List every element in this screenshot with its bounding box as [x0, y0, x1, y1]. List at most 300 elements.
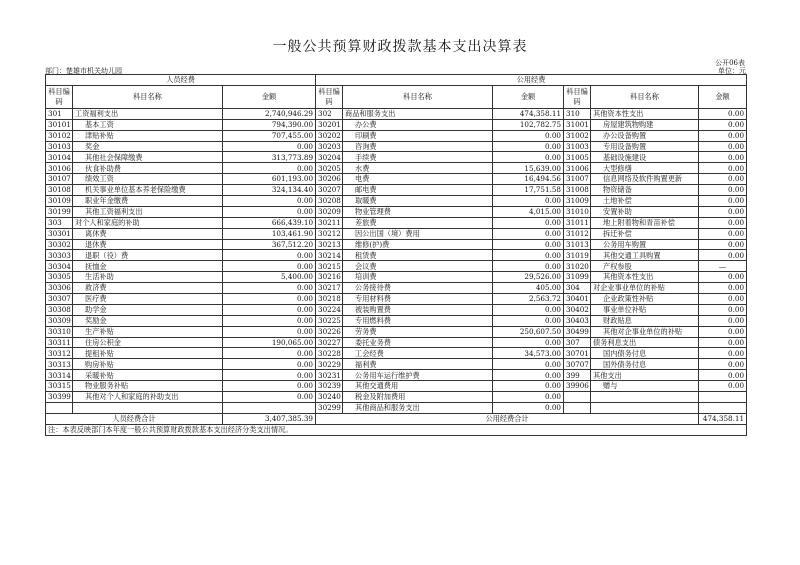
cell-amount: 102,782.75 [493, 119, 564, 130]
table-note: 注：本表反映部门本年度一般公共预算财政拨款基本支出经济分类支出情况。 [46, 424, 747, 435]
cell-amount: 0.00 [699, 152, 747, 163]
table-row [46, 304, 747, 315]
cell-name [591, 392, 699, 403]
personnel-total-label: 人员经费合计 [46, 413, 223, 424]
cell-amount: 0.00 [699, 304, 747, 315]
cell-code: 30303 [46, 250, 73, 261]
public-total-amount: 474,358.11 [699, 413, 747, 424]
cell-code: 30707 [564, 359, 591, 370]
cell-code: 30208 [316, 196, 343, 207]
cell-name: 购房补贴 [73, 359, 223, 370]
cell-code: 30202 [316, 130, 343, 141]
cell-name: 物业管理费 [343, 206, 493, 217]
cell-amount: 313,773.89 [223, 152, 316, 163]
table-row [46, 402, 747, 413]
cell-name: 税金及附加费用 [343, 392, 493, 403]
table-row [46, 261, 747, 272]
cell-name: 大型修缮 [591, 163, 699, 174]
cell-name: 伙食补助费 [73, 163, 223, 174]
cell-name: 公务用车购置 [591, 239, 699, 250]
table-row [46, 315, 747, 326]
table-row [46, 152, 747, 163]
cell-name: 赠与 [591, 381, 699, 392]
cell-name: 差旅费 [343, 217, 493, 228]
cell-name: 机关事业单位基本养老保险缴费 [73, 185, 223, 196]
cell-code: 30701 [564, 348, 591, 359]
cell-code: 30307 [46, 294, 73, 305]
cell-code: 30224 [316, 304, 343, 315]
cell-code: 301 [46, 108, 73, 119]
col-amount-header: 金额 [493, 85, 564, 108]
table-row [46, 239, 747, 250]
col-name-header: 科目名称 [343, 85, 493, 108]
totals-row [46, 413, 747, 424]
cell-name: 基本工资 [73, 119, 223, 130]
cell-code: 30402 [564, 304, 591, 315]
cell-code: 30313 [46, 359, 73, 370]
cell-amount: 0.00 [223, 163, 316, 174]
cell-code: 30314 [46, 370, 73, 381]
cell-amount: 0.00 [223, 196, 316, 207]
table-row [46, 337, 747, 348]
cell-amount: 474,358.11 [493, 108, 564, 119]
cell-amount: 666,439.10 [223, 217, 316, 228]
cell-amount: 601,193.00 [223, 174, 316, 185]
cell-amount: 0.00 [699, 326, 747, 337]
cell-amount: 0.00 [493, 337, 564, 348]
cell-code: 30227 [316, 337, 343, 348]
cell-amount: 0.00 [493, 228, 564, 239]
col-code-header: 科目编码 [564, 85, 591, 108]
cell-code: 30226 [316, 326, 343, 337]
cell-amount: 0.00 [699, 217, 747, 228]
cell-code: 31008 [564, 185, 591, 196]
cell-name: 地上附着物和青苗补偿 [591, 217, 699, 228]
col-code-header: 科目编码 [46, 85, 73, 108]
cell-code: 31007 [564, 174, 591, 185]
cell-name: 生产补贴 [73, 326, 223, 337]
cell-amount: 15,639.00 [493, 163, 564, 174]
cell-code: 31012 [564, 228, 591, 239]
cell-amount: 5,400.00 [223, 272, 316, 283]
cell-code: 30311 [46, 337, 73, 348]
cell-code: 30215 [316, 261, 343, 272]
cell-name: 津贴补贴 [73, 130, 223, 141]
cell-amount: 367,512.20 [223, 239, 316, 250]
table-row [46, 108, 747, 119]
cell-name: 拆迁补偿 [591, 228, 699, 239]
cell-code [46, 402, 73, 413]
cell-code: 30299 [316, 402, 343, 413]
cell-amount: 0.00 [223, 206, 316, 217]
cell-amount: 0.00 [699, 239, 747, 250]
cell-code: 30231 [316, 370, 343, 381]
cell-code: 30216 [316, 272, 343, 283]
cell-amount: 0.00 [493, 402, 564, 413]
cell-code: 30109 [46, 196, 73, 207]
cell-name: 提租补贴 [73, 348, 223, 359]
cell-name: 对个人和家庭的补助 [73, 217, 223, 228]
table-row [46, 163, 747, 174]
cell-name: 企业政策性补贴 [591, 294, 699, 305]
cell-code: 31011 [564, 217, 591, 228]
cell-amount: 0.00 [699, 108, 747, 119]
cell-code: 30108 [46, 185, 73, 196]
cell-name: 被装购置费 [343, 304, 493, 315]
cell-amount: 0.00 [699, 315, 747, 326]
cell-amount: 4,015.00 [493, 206, 564, 217]
cell-name: 救济费 [73, 283, 223, 294]
cell-name: 其他商品和服务支出 [343, 402, 493, 413]
cell-amount: 0.00 [223, 294, 316, 305]
table-row [46, 130, 747, 141]
cell-name: 手续费 [343, 152, 493, 163]
cell-amount: 0.00 [699, 283, 747, 294]
cell-amount: 0.00 [223, 283, 316, 294]
cell-name: 咨询费 [343, 141, 493, 152]
cell-name: 奖金 [73, 141, 223, 152]
cell-name: 工会经费 [343, 348, 493, 359]
cell-code: 39906 [564, 381, 591, 392]
cell-code: 31005 [564, 152, 591, 163]
cell-amount: 0.00 [699, 250, 747, 261]
cell-amount: 0.00 [493, 359, 564, 370]
cell-amount: 17,751.58 [493, 185, 564, 196]
table-row [46, 141, 747, 152]
cell-name [73, 402, 223, 413]
cell-code: 31003 [564, 141, 591, 152]
cell-code: 30306 [46, 283, 73, 294]
cell-code: 30211 [316, 217, 343, 228]
cell-amount: 0.00 [493, 239, 564, 250]
cell-name: 因公出国（境）费用 [343, 228, 493, 239]
cell-amount: 2,740,946.29 [223, 108, 316, 119]
cell-code: 30499 [564, 326, 591, 337]
cell-code: 30207 [316, 185, 343, 196]
cell-amount: 0.00 [223, 370, 316, 381]
cell-code: 30217 [316, 283, 343, 294]
col-name-header: 科目名称 [73, 85, 223, 108]
cell-name: 采暖补贴 [73, 370, 223, 381]
cell-code: 30103 [46, 141, 73, 152]
table-row [46, 294, 747, 305]
cell-amount: 0.00 [699, 163, 747, 174]
cell-amount: 0.00 [699, 381, 747, 392]
cell-name: 会议费 [343, 261, 493, 272]
cell-code [564, 402, 591, 413]
cell-amount: 29,526.00 [493, 272, 564, 283]
cell-name: 培训费 [343, 272, 493, 283]
cell-name: 福利费 [343, 359, 493, 370]
cell-code: 30106 [46, 163, 73, 174]
cell-name: 奖励金 [73, 315, 223, 326]
cell-code: 30308 [46, 304, 73, 315]
cell-amount: 0.00 [699, 359, 747, 370]
cell-amount: 0.00 [493, 381, 564, 392]
cell-amount: 0.00 [493, 217, 564, 228]
cell-name: 印刷费 [343, 130, 493, 141]
cell-amount: 0.00 [223, 315, 316, 326]
cell-code: 30107 [46, 174, 73, 185]
table-body [46, 108, 747, 413]
cell-amount: 405.00 [493, 283, 564, 294]
cell-code: 31001 [564, 119, 591, 130]
table-row [46, 217, 747, 228]
cell-name: 其他资本性支出 [591, 108, 699, 119]
cell-code: 30213 [316, 239, 343, 250]
cell-amount [223, 402, 316, 413]
table-row [46, 348, 747, 359]
cell-code: 30225 [316, 315, 343, 326]
cell-code: 30206 [316, 174, 343, 185]
cell-amount: 0.00 [699, 337, 747, 348]
cell-code: 399 [564, 370, 591, 381]
cell-name: 国外债务付息 [591, 359, 699, 370]
cell-name: 对企业事业单位的补贴 [591, 283, 699, 294]
cell-amount: 0.00 [493, 152, 564, 163]
cell-amount: 0.00 [699, 141, 747, 152]
cell-amount: 0.00 [699, 370, 747, 381]
cell-code: 303 [46, 217, 73, 228]
table-row [46, 119, 747, 130]
expenditure-table [45, 74, 747, 436]
cell-code: 30209 [316, 206, 343, 217]
cell-code: 30218 [316, 294, 343, 305]
cell-code: 31010 [564, 206, 591, 217]
cell-name: 委托业务费 [343, 337, 493, 348]
cell-code: 310 [564, 108, 591, 119]
cell-name: 国内债务付息 [591, 348, 699, 359]
cell-amount: 794,390.00 [223, 119, 316, 130]
cell-amount: 0.00 [493, 141, 564, 152]
cell-name: 债务利息支出 [591, 337, 699, 348]
cell-amount: 0.00 [493, 392, 564, 403]
cell-amount: 707,455.00 [223, 130, 316, 141]
cell-name: 退职（役）费 [73, 250, 223, 261]
cell-amount: 2,563.72 [493, 294, 564, 305]
table-row [46, 326, 747, 337]
department-label: 部门：楚雄市机关幼儿园 [45, 67, 122, 75]
cell-name: 抚恤金 [73, 261, 223, 272]
cell-code: 31009 [564, 196, 591, 207]
cell-amount: 0.00 [699, 196, 747, 207]
cell-name: 离休费 [73, 228, 223, 239]
cell-amount: 0.00 [493, 250, 564, 261]
table-row [46, 359, 747, 370]
cell-code [564, 392, 591, 403]
table-row [46, 381, 747, 392]
cell-name: 退休费 [73, 239, 223, 250]
cell-amount: 0.00 [699, 348, 747, 359]
cell-code: 30204 [316, 152, 343, 163]
cell-name: 绩效工资 [73, 174, 223, 185]
cell-name: 其他工资福利支出 [73, 206, 223, 217]
cell-name: 专用燃料费 [343, 315, 493, 326]
cell-name: 其他交通工具购置 [591, 250, 699, 261]
cell-amount: 16,494.56 [493, 174, 564, 185]
cell-code: 30403 [564, 315, 591, 326]
cell-code: 30102 [46, 130, 73, 141]
cell-name: 公务用车运行维护费 [343, 370, 493, 381]
cell-code: 30401 [564, 294, 591, 305]
cell-code: 30239 [316, 381, 343, 392]
form-number: 公开06表 [715, 59, 745, 67]
cell-code: 30304 [46, 261, 73, 272]
col-amount-header: 金额 [699, 85, 747, 108]
col-name-header: 科目名称 [591, 85, 699, 108]
cell-amount: 0.00 [699, 130, 747, 141]
cell-code: 307 [564, 337, 591, 348]
cell-code: 30203 [316, 141, 343, 152]
cell-amount [699, 392, 747, 403]
cell-amount [699, 402, 747, 413]
table-row [46, 174, 747, 185]
report-title: 一般公共预算财政拨款基本支出决算表 [272, 39, 528, 55]
cell-amount: 0.00 [699, 228, 747, 239]
table-row [46, 272, 747, 283]
cell-code: 31006 [564, 163, 591, 174]
cell-code: 31099 [564, 272, 591, 283]
cell-amount: 0.00 [223, 326, 316, 337]
cell-amount: 0.00 [223, 381, 316, 392]
cell-name: 公务接待费 [343, 283, 493, 294]
cell-amount: — [699, 261, 747, 272]
public-total-label: 公用经费合计 [316, 413, 699, 424]
cell-amount: 0.00 [699, 294, 747, 305]
cell-name: 邮电费 [343, 185, 493, 196]
cell-amount: 0.00 [223, 359, 316, 370]
cell-code: 30228 [316, 348, 343, 359]
cell-name: 生活补助 [73, 272, 223, 283]
table-row [46, 206, 747, 217]
cell-code: 31019 [564, 250, 591, 261]
cell-amount: 0.00 [223, 392, 316, 403]
cell-amount: 0.00 [493, 370, 564, 381]
cell-name: 信息网络及软件购置更新 [591, 174, 699, 185]
cell-name: 住房公积金 [73, 337, 223, 348]
cell-name: 维修(护)费 [343, 239, 493, 250]
cell-name: 其他对企事业单位的补贴 [591, 326, 699, 337]
cell-amount: 0.00 [493, 261, 564, 272]
cell-amount: 0.00 [493, 315, 564, 326]
cell-amount: 34,573.00 [493, 348, 564, 359]
cell-name: 医疗费 [73, 294, 223, 305]
cell-amount: 0.00 [493, 130, 564, 141]
cell-name: 专用设备购置 [591, 141, 699, 152]
cell-code: 30104 [46, 152, 73, 163]
cell-code: 30240 [316, 392, 343, 403]
cell-name: 水费 [343, 163, 493, 174]
cell-code: 30212 [316, 228, 343, 239]
cell-code: 31013 [564, 239, 591, 250]
cell-amount: 0.00 [223, 141, 316, 152]
cell-name: 劳务费 [343, 326, 493, 337]
col-code-header: 科目编码 [316, 85, 343, 108]
cell-amount: 0.00 [223, 304, 316, 315]
personnel-section-header: 人员经费 [46, 75, 316, 86]
cell-amount: 250,607.50 [493, 326, 564, 337]
cell-code: 31020 [564, 261, 591, 272]
unit-label: 单位：元 [718, 67, 746, 75]
cell-code: 302 [316, 108, 343, 119]
cell-amount: 103,461.90 [223, 228, 316, 239]
cell-code: 30301 [46, 228, 73, 239]
table-row [46, 392, 747, 403]
cell-amount: 0.00 [699, 174, 747, 185]
cell-amount: 0.00 [699, 206, 747, 217]
cell-amount: 0.00 [223, 261, 316, 272]
cell-amount: 0.00 [223, 348, 316, 359]
table-row [46, 228, 747, 239]
cell-code: 304 [564, 283, 591, 294]
cell-code: 30199 [46, 206, 73, 217]
cell-code: 30205 [316, 163, 343, 174]
cell-amount: 0.00 [699, 119, 747, 130]
cell-name: 其他对个人和家庭的补助支出 [73, 392, 223, 403]
cell-name: 办公费 [343, 119, 493, 130]
cell-name [591, 402, 699, 413]
cell-code: 31002 [564, 130, 591, 141]
table-row [46, 283, 747, 294]
cell-name: 专用材料费 [343, 294, 493, 305]
note-row [46, 424, 747, 435]
public-section-header: 公用经费 [316, 75, 747, 86]
cell-name: 物资储备 [591, 185, 699, 196]
cell-name: 安置补助 [591, 206, 699, 217]
cell-amount: 0.00 [699, 272, 747, 283]
personnel-total-amount: 3,407,385.39 [223, 413, 316, 424]
cell-name: 租赁费 [343, 250, 493, 261]
cell-name: 办公设备购置 [591, 130, 699, 141]
cell-amount: 0.00 [699, 185, 747, 196]
cell-amount: 0.00 [223, 250, 316, 261]
cell-code: 30312 [46, 348, 73, 359]
cell-amount: 190,065.00 [223, 337, 316, 348]
cell-name: 物业服务补贴 [73, 381, 223, 392]
table-row [46, 250, 747, 261]
cell-code: 30309 [46, 315, 73, 326]
cell-name: 房屋建筑物购建 [591, 119, 699, 130]
cell-name: 其他社会保障缴费 [73, 152, 223, 163]
cell-code: 30315 [46, 381, 73, 392]
cell-name: 产权参股 [591, 261, 699, 272]
cell-name: 财政贴息 [591, 315, 699, 326]
cell-name: 电费 [343, 174, 493, 185]
cell-amount: 0.00 [493, 304, 564, 315]
cell-code: 30399 [46, 392, 73, 403]
cell-code: 30229 [316, 359, 343, 370]
cell-name: 工资福利支出 [73, 108, 223, 119]
cell-code: 30101 [46, 119, 73, 130]
table-row [46, 370, 747, 381]
cell-code: 30305 [46, 272, 73, 283]
cell-name: 职业年金缴费 [73, 196, 223, 207]
cell-name: 基础设施建设 [591, 152, 699, 163]
cell-name: 其他资本性支出 [591, 272, 699, 283]
cell-code: 30310 [46, 326, 73, 337]
cell-name: 土地补偿 [591, 196, 699, 207]
cell-name: 其他支出 [591, 370, 699, 381]
cell-name: 其他交通费用 [343, 381, 493, 392]
cell-code: 30302 [46, 239, 73, 250]
cell-amount: 0.00 [493, 196, 564, 207]
cell-code: 30214 [316, 250, 343, 261]
cell-amount: 324,134.40 [223, 185, 316, 196]
cell-name: 助学金 [73, 304, 223, 315]
cell-code: 30201 [316, 119, 343, 130]
cell-name: 事业单位补贴 [591, 304, 699, 315]
table-row [46, 196, 747, 207]
